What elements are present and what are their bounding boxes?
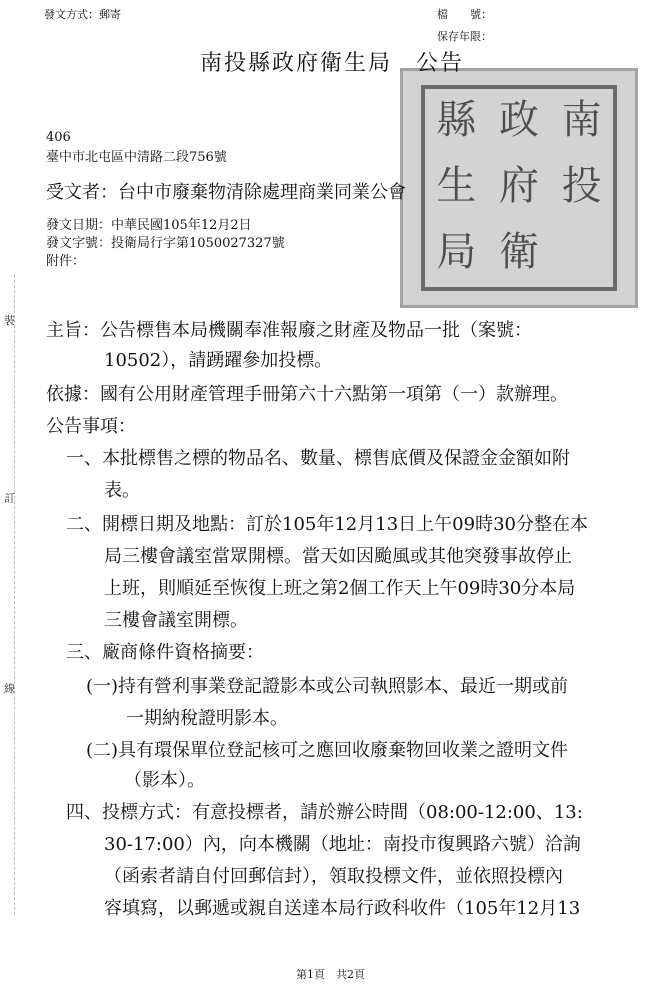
basis-line: 依據：國有公用財產管理手冊第六十六點第一項第（一）款辦理。 bbox=[46, 384, 568, 405]
binding-margin-line bbox=[14, 275, 15, 915]
recipient-address: 臺中市北屯區中清路二段756號 bbox=[46, 150, 227, 165]
item-3a-line-1: (一)持有營利事業登記證影本或公司執照影本、最近一期或前 bbox=[86, 676, 569, 697]
delivery-method: 發文方式：郵寄 bbox=[44, 8, 121, 21]
item-4-line-1: 四、投標方式：有意投標者，請於辦公時間（08:00-12:00、13: bbox=[66, 802, 583, 823]
file-number-label: 檔 號： bbox=[437, 8, 492, 21]
postal-code: 406 bbox=[46, 130, 71, 145]
item-2-line-1: 二、開標日期及地點：訂於105年12月13日上午09時30分整在本 bbox=[66, 514, 588, 535]
reference-number: 發文字號：投衛局行字第1050027327號 bbox=[46, 236, 285, 251]
margin-mark-line: 線 bbox=[4, 682, 15, 695]
seal-glyph: 生 bbox=[436, 163, 477, 209]
seal-glyph: 投 bbox=[561, 163, 602, 209]
item-1-line-1: 一、本批標售之標的物品名、數量、標售底價及保證金金額如附 bbox=[66, 448, 570, 469]
margin-mark-bind: 裝 bbox=[4, 314, 15, 327]
item-2-line-3: 上班，則順延至恢復上班之第2個工作天上午09時30分本局 bbox=[104, 578, 576, 599]
subject-line-1: 主旨：公告標售本局機關奉准報廢之財產及物品一批（案號： bbox=[46, 320, 532, 341]
item-4-line-4: 容填寫，以郵遞或親自送達本局行政科收件（105年12月13 bbox=[104, 898, 581, 919]
seal-glyph: 政 bbox=[498, 97, 539, 143]
item-3-line: 三、廠商條件資格摘要： bbox=[66, 642, 264, 663]
item-2-line-2: 局三樓會議室當眾開標。當天如因颱風或其他突發事故停止 bbox=[104, 546, 572, 567]
seal-glyph bbox=[550, 221, 613, 287]
item-1-line-2: 表。 bbox=[104, 480, 140, 501]
official-seal-stamp bbox=[400, 68, 638, 308]
recipient: 受文者：台中市廢棄物清除處理商業同業公會 bbox=[46, 182, 406, 203]
retention-label: 保存年限： bbox=[437, 30, 492, 43]
seal-glyph: 縣 bbox=[436, 97, 477, 143]
item-3a-line-2: 一期納稅證明影本。 bbox=[126, 708, 288, 729]
item-2-line-4: 三樓會議室開標。 bbox=[104, 610, 248, 631]
attachment-label: 附件： bbox=[46, 254, 86, 269]
seal-glyph: 衛 bbox=[498, 229, 539, 275]
item-3b-line-2: （影本）。 bbox=[124, 770, 205, 791]
seal-glyph: 南 bbox=[561, 97, 602, 143]
item-4-line-2: 30-17:00）內，向本機關（地址：南投市復興路六號）洽詢 bbox=[104, 834, 581, 855]
notice-label: 公告事項： bbox=[46, 416, 136, 437]
item-3b-line-1: (二)具有環保單位登記核可之應回收廢棄物回收業之證明文件 bbox=[86, 740, 569, 761]
seal-glyph: 局 bbox=[436, 229, 477, 275]
issue-date: 發文日期：中華民國105年12月2日 bbox=[46, 218, 252, 233]
margin-mark-staple: 訂 bbox=[4, 492, 15, 505]
document-title: 南投縣政府衛生局 公告 bbox=[200, 51, 465, 76]
seal-glyph: 府 bbox=[498, 163, 539, 209]
page-number: 第1頁 共2頁 bbox=[296, 968, 365, 981]
item-4-line-3: （函索者請自付回郵信封），領取投標文件，並依照投標內 bbox=[104, 866, 563, 887]
subject-line-2: 10502），請踴躍參加投標。 bbox=[104, 350, 333, 371]
